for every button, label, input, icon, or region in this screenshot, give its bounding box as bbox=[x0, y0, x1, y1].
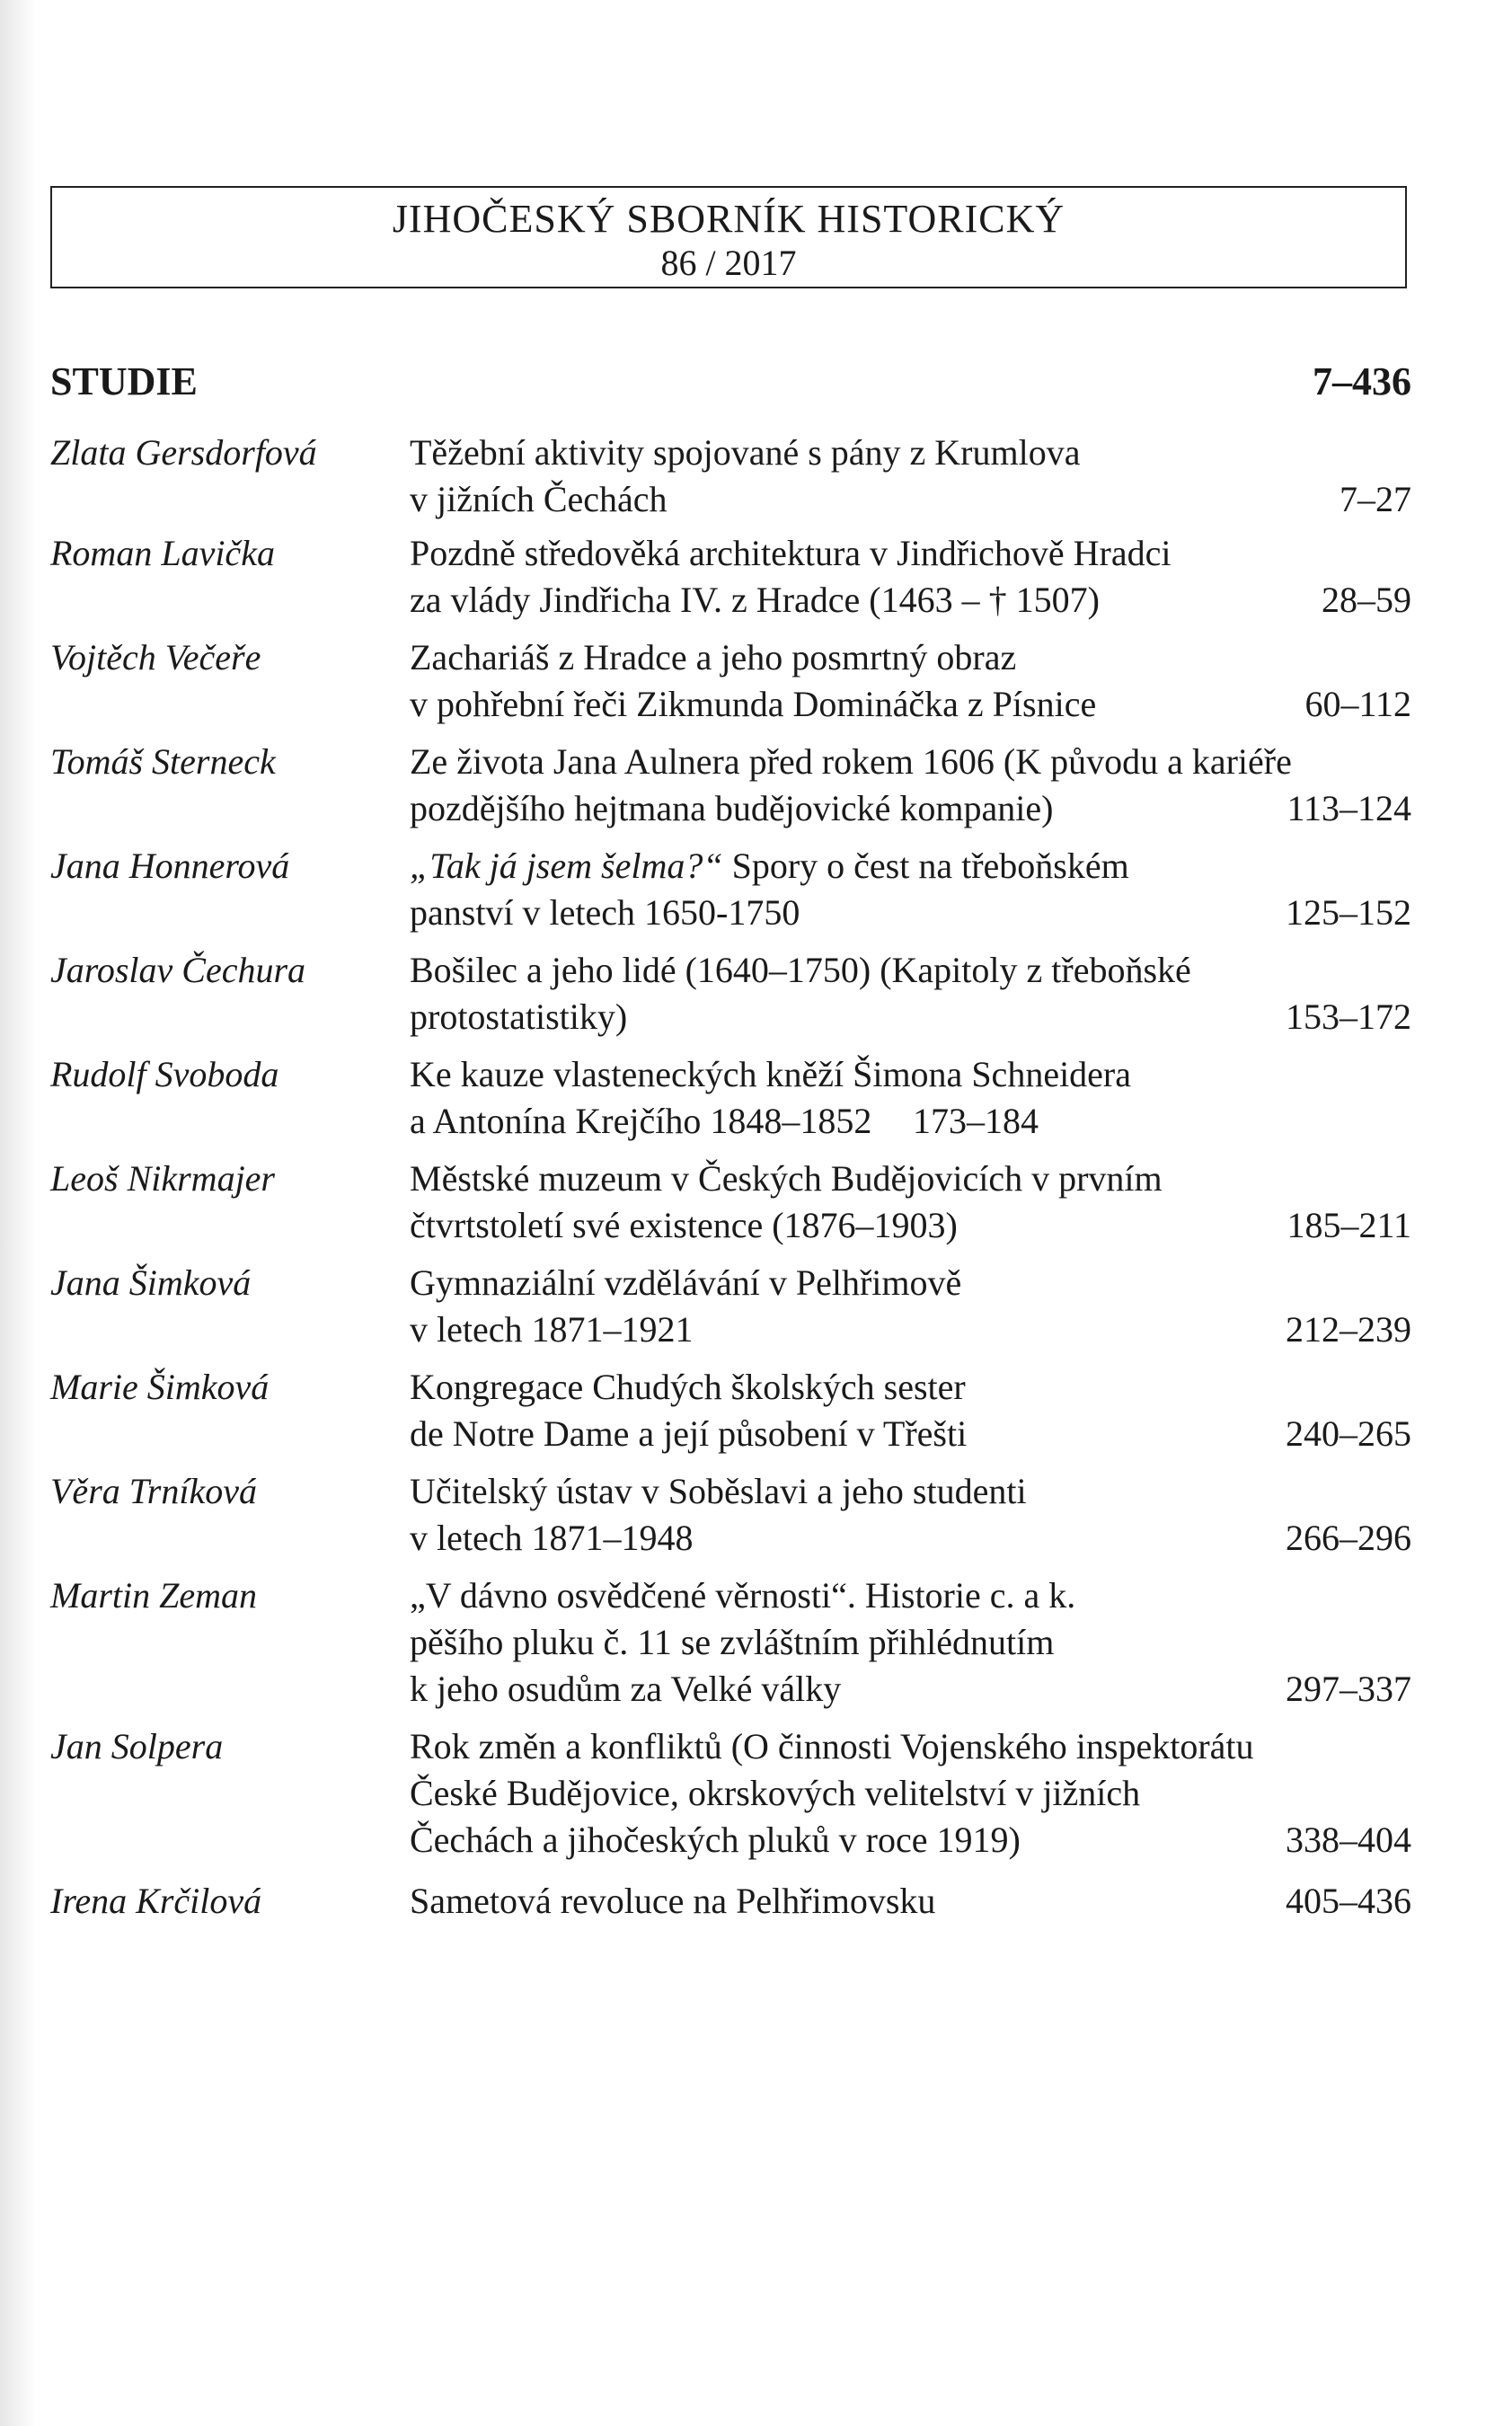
entry-title-line: pěšího pluku č. 11 se zvláštním přihlédnutím bbox=[410, 1622, 1055, 1662]
entry-author: Jaroslav Čechura bbox=[50, 950, 306, 990]
entry-pages: 173–184 bbox=[913, 1101, 1039, 1141]
entry-title bbox=[410, 1051, 1308, 1145]
entry-title bbox=[410, 739, 1407, 832]
entry-title-line: Bošilec a jeho lidé (1640–1750) (Kapitoly z třeboňské bbox=[410, 950, 1191, 990]
entry-title bbox=[410, 1364, 1308, 1457]
entry-title-line: Ke kauze vlasteneckých kněží Šimona Schneidera bbox=[410, 1054, 1132, 1094]
entry-title-line bbox=[410, 843, 1308, 890]
entry-author: Marie Šimková bbox=[50, 1367, 270, 1407]
entry-author: Tomáš Sterneck bbox=[50, 741, 276, 782]
entry-title-line: v letech 1871–1948 bbox=[410, 1518, 694, 1558]
entry-pages: 60–112 bbox=[1304, 684, 1411, 724]
entry-title-line: Městské muzeum v Českých Budějovicích v prvním bbox=[410, 1158, 1163, 1199]
entry-title bbox=[410, 530, 1308, 624]
entry-title-line: Sametová revoluce na Pelhřimovsku bbox=[410, 1881, 936, 1921]
entry-title-line: Gymnaziální vzdělávání v Pelhřimově bbox=[410, 1262, 962, 1303]
entry-title-line: Rok změn a konfliktů (O činnosti Vojenského inspektorátu bbox=[410, 1726, 1254, 1766]
entry-title-line: čtvrtstoletí své existence (1876–1903) bbox=[410, 1205, 958, 1245]
entry-title bbox=[410, 947, 1308, 1040]
entry-title bbox=[410, 1878, 1308, 1925]
entry-title-line: de Notre Dame a její působení v Třešti bbox=[410, 1413, 968, 1454]
entry-pages: 240–265 bbox=[1286, 1413, 1411, 1454]
entry-title bbox=[410, 634, 1308, 728]
entry-title-line: Těžební aktivity spojované s pány z Krumlova bbox=[410, 432, 1081, 473]
journal-header-box bbox=[50, 186, 1407, 288]
entry-author: Leoš Nikrmajer bbox=[50, 1158, 275, 1199]
entry-author: Vojtěch Večeře bbox=[50, 637, 261, 677]
entry-pages: 7–27 bbox=[1340, 479, 1411, 519]
entry-title-line: v jižních Čechách bbox=[410, 479, 668, 519]
scan-gutter-shadow bbox=[0, 0, 36, 2426]
entry-pages: 297–337 bbox=[1286, 1669, 1411, 1709]
entry-title-line: v pohřební řeči Zikmunda Domináčka z Písnice bbox=[410, 684, 1097, 724]
entry-title bbox=[410, 429, 1308, 523]
section-heading bbox=[50, 359, 1411, 404]
entry-author: Jana Honnerová bbox=[50, 846, 290, 886]
entry-title-rest: Spory o čest na třeboňském bbox=[722, 846, 1129, 886]
entry-title bbox=[410, 1260, 1308, 1353]
entry-title-line: Zachariáš z Hradce a jeho posmrtný obraz bbox=[410, 637, 1017, 677]
entry-title-line: v letech 1871–1921 bbox=[410, 1309, 694, 1350]
entry-pages: 113–124 bbox=[1287, 788, 1411, 828]
entry-title-line: protostatistiky) bbox=[410, 996, 628, 1037]
entry-title-line: panství v letech 1650-1750 bbox=[410, 892, 800, 933]
entry-author: Irena Krčilová bbox=[50, 1881, 262, 1921]
entry-title-line: a Antonína Krejčího 1848–1852 bbox=[410, 1101, 872, 1141]
entry-title-line: k jeho osudům za Velké války bbox=[410, 1669, 842, 1709]
entry-pages: 266–296 bbox=[1286, 1518, 1411, 1558]
entry-title-quote: „Tak já jsem šelma?“ bbox=[410, 846, 723, 886]
entry-title bbox=[410, 1723, 1407, 1864]
entry-author: Jana Šimková bbox=[50, 1262, 252, 1303]
entry-author: Zlata Gersdorfová bbox=[50, 432, 317, 473]
entry-title-line: Ze života Jana Aulnera před rokem 1606 (K původu a kariéře bbox=[410, 741, 1292, 782]
entry-pages: 28–59 bbox=[1322, 580, 1411, 620]
entry-title-line: Kongregace Chudých školských sester bbox=[410, 1367, 966, 1407]
entry-pages: 338–404 bbox=[1286, 1820, 1411, 1860]
entry-author: Roman Lavička bbox=[50, 533, 275, 573]
entry-pages: 185–211 bbox=[1287, 1205, 1411, 1245]
entry-title bbox=[410, 843, 1308, 936]
entry-title-line: Pozdně středověká architektura v Jindřichově Hradci bbox=[410, 533, 1172, 573]
entry-title-line: „V dávno osvědčené věrnosti“. Historie c. a k. bbox=[410, 1575, 1076, 1616]
entry-title bbox=[410, 1155, 1308, 1249]
entry-author: Martin Zeman bbox=[50, 1575, 257, 1616]
section-name: STUDIE bbox=[50, 359, 198, 403]
entry-pages: 153–172 bbox=[1286, 996, 1411, 1037]
entry-pages: 405–436 bbox=[1286, 1881, 1411, 1921]
section-page-range: 7–436 bbox=[1313, 359, 1411, 403]
entry-pages: 125–152 bbox=[1286, 892, 1411, 933]
entry-author: Rudolf Svoboda bbox=[50, 1054, 279, 1094]
entry-title-line: Čechách a jihočeských pluků v roce 1919) bbox=[410, 1820, 1021, 1860]
entry-title bbox=[410, 1572, 1308, 1713]
entry-author: Jan Solpera bbox=[50, 1726, 224, 1766]
entry-title-line: pozdějšího hejtmana budějovické kompanie) bbox=[410, 788, 1054, 828]
journal-title: JIHOČESKÝ SBORNÍK HISTORICKÝ bbox=[392, 197, 1065, 241]
entry-author: Věra Trníková bbox=[50, 1471, 257, 1511]
entry-title-line: České Budějovice, okrskových velitelství v jižních bbox=[410, 1773, 1141, 1813]
entry-title-line: Učitelský ústav v Soběslavi a jeho studenti bbox=[410, 1471, 1027, 1511]
entry-pages: 212–239 bbox=[1286, 1309, 1411, 1350]
entry-title-line: za vlády Jindřicha IV. z Hradce (1463 – † 1507) bbox=[410, 580, 1100, 620]
journal-issue: 86 / 2017 bbox=[660, 243, 797, 283]
entry-title bbox=[410, 1468, 1308, 1562]
